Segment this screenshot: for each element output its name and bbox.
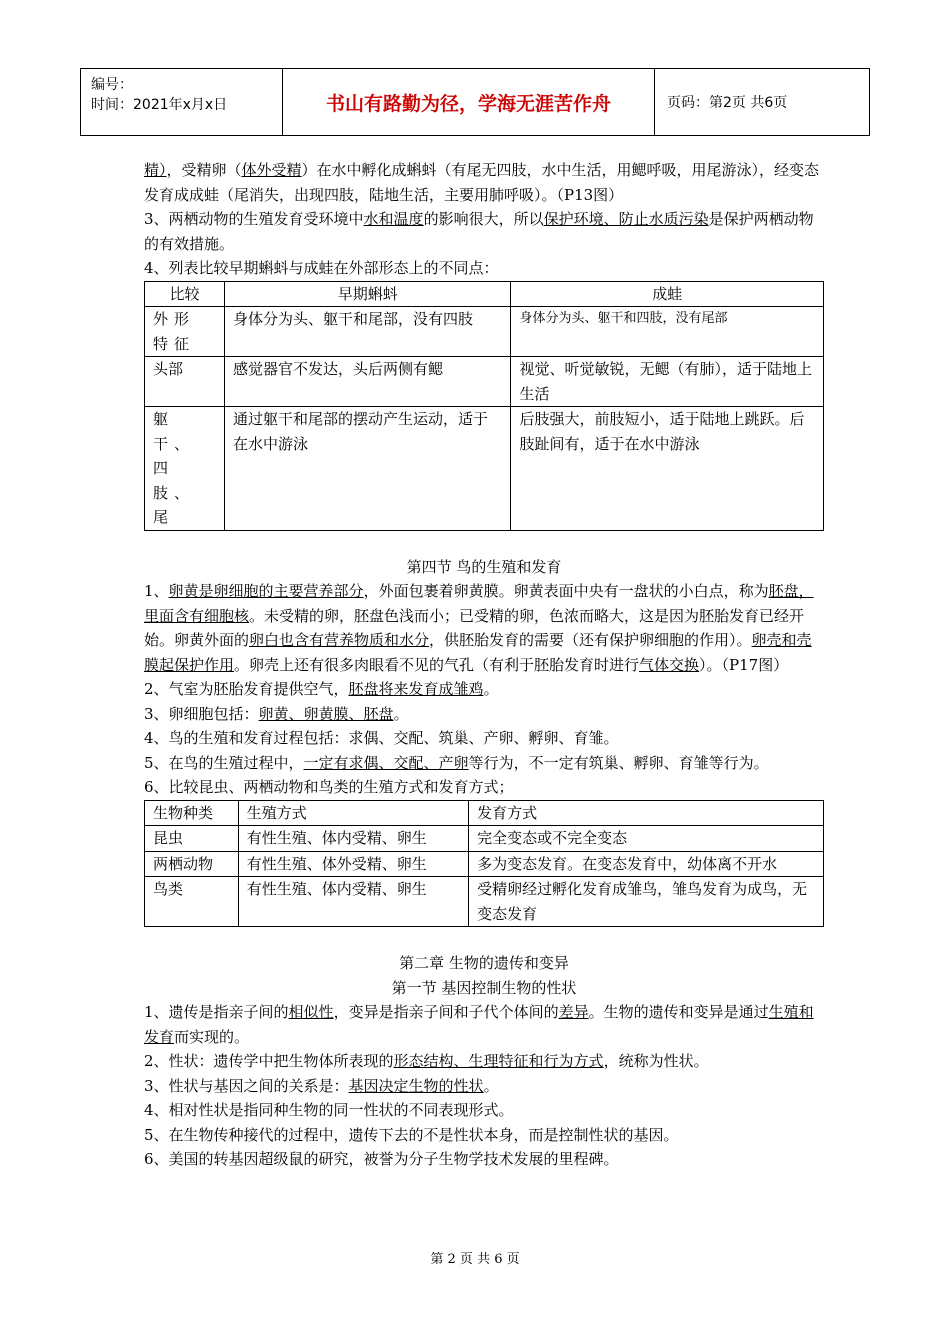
table-header-cell: 生殖方式 xyxy=(238,800,468,826)
header-meta xyxy=(81,69,283,135)
table-row xyxy=(145,851,824,877)
underlined-text: 一定有求偶、交配、产卵 xyxy=(303,753,469,772)
paragraph-frog-development: 精），受精卵（体外受精）在水中孵化成蝌蚪（有尾无四肢，水中生活，用鳃呼吸，用尾游泳），经变态发育成成蛙（尾消失，出现四肢，陆地生活，主要用肺呼吸）。（P13图） xyxy=(144,161,820,204)
table-cell: 身体分为头、躯干和四肢，没有尾部 xyxy=(511,307,824,357)
table-row xyxy=(145,877,824,927)
underlined-text: 卵黄是卵细胞的主要营养部分 xyxy=(168,582,364,600)
table-cell: 感觉器官不发达，头后两侧有鳃 xyxy=(224,357,511,407)
underlined-text: 卵黄、卵黄膜、胚盘 xyxy=(258,704,394,723)
underlined-text: 形态结构、生理特征和行为方式 xyxy=(393,1052,604,1070)
underlined-text: 生殖和发育 xyxy=(144,1003,814,1046)
header-page-label: 页码：第2页 共6页 xyxy=(667,95,788,111)
section-title: 第一节 基因控制生物的性状 xyxy=(391,978,577,997)
underlined-text: 差异 xyxy=(558,1003,589,1021)
underlined-text: 水和温度 xyxy=(363,210,424,228)
reproduction-comparison-table xyxy=(144,800,824,928)
underlined-text: 体外受精 xyxy=(241,161,302,179)
underlined-text: 基因决定生物的性状 xyxy=(348,1076,484,1095)
table-header-cell: 生物种类 xyxy=(145,800,239,826)
table-header-row xyxy=(145,800,824,826)
table-cell: 外形特征 xyxy=(145,307,225,357)
paragraph-item-3: 3、性状与基因之间的关系是：基因决定生物的性状。 xyxy=(144,1076,499,1095)
table-row xyxy=(145,826,824,852)
underlined-text: 保护环境、防止水质污染 xyxy=(543,210,709,228)
paragraph-item-4: 4、列表比较早期蝌蚪与成蛙在外部形态上的不同点： xyxy=(144,259,499,277)
table-cell: 两栖动物 xyxy=(145,851,239,877)
paragraph-item-6: 6、美国的转基因超级鼠的研究，被誉为分子生物学技术发展的里程碑。 xyxy=(144,1150,619,1168)
paragraph-item-5: 5、在生物传种接代的过程中，遗传下去的不是性状本身，而是控制性状的基因。 xyxy=(144,1125,679,1144)
paragraph-item-3: 3、两栖动物的生殖发育受环境中水和温度的影响很大，所以保护环境、防止水质污染是保护两栖动物的有效措施。 xyxy=(144,210,814,253)
table-row xyxy=(145,357,824,407)
table-header-cell: 比较 xyxy=(145,281,225,307)
tadpole-frog-comparison-table xyxy=(144,281,824,531)
underlined-text: 卵白也含有营养物质和水分 xyxy=(249,631,430,649)
document-body xyxy=(144,158,824,1172)
underlined-text: 气体交换 xyxy=(639,655,700,674)
underlined-text: 精） xyxy=(144,161,167,179)
doc-time-label: 时间：2021年x月x日 xyxy=(91,97,228,113)
table-cell: 有性生殖、体外受精、卵生 xyxy=(238,851,468,877)
underlined-text: 胚盘将来发育成雏鸡 xyxy=(348,680,484,698)
table-cell: 鸟类 xyxy=(145,877,239,927)
doc-number-label: 编号： xyxy=(91,77,133,93)
chapter-title: 第二章 生物的遗传和变异 xyxy=(399,954,569,972)
paragraph-item-3: 3、卵细胞包括：卵黄、卵黄膜、胚盘。 xyxy=(144,704,409,723)
paragraph-item-1: 1、遗传是指亲子间的相似性，变异是指亲子间和子代个体间的差异。生物的遗传和变异是通过生殖和发育而实现的。 xyxy=(144,1003,814,1046)
table-cell: 有性生殖、体内受精、卵生 xyxy=(238,826,468,852)
page-header xyxy=(80,68,870,136)
page-footer: 第 2 页 共 6 页 xyxy=(430,1252,520,1267)
table-cell: 身体分为头、躯干和尾部，没有四肢 xyxy=(224,307,511,357)
table-cell: 受精卵经过孵化发育成雏鸟，雏鸟发育为成鸟，无变态发育 xyxy=(469,877,824,927)
paragraph-item-4: 4、相对性状是指同种生物的同一性状的不同表现形式。 xyxy=(144,1101,514,1119)
paragraph-item-2: 2、性状：遗传学中把生物体所表现的形态结构、生理特征和行为方式，统称为性状。 xyxy=(144,1052,709,1070)
table-cell: 后肢强大，前肢短小，适于陆地上跳跃。后肢趾间有，适于在水中游泳 xyxy=(511,407,824,531)
table-cell: 多为变态发育。在变态发育中，幼体离不开水 xyxy=(469,851,824,877)
table-header-row xyxy=(145,281,824,307)
paragraph-item-4: 4、鸟的生殖和发育过程包括：求偶、交配、筑巢、产卵、孵卵、育雏。 xyxy=(144,729,619,747)
underlined-text: 卵壳和壳膜起保护作用 xyxy=(144,631,812,674)
table-cell: 有性生殖、体内受精、卵生 xyxy=(238,877,468,927)
underlined-text: 相似性 xyxy=(288,1003,334,1021)
table-row xyxy=(145,307,824,357)
table-cell: 躯干、四肢、尾 xyxy=(145,407,225,531)
table-cell: 完全变态或不完全变态 xyxy=(469,826,824,852)
table-cell: 视觉、听觉敏锐，无鳃（有肺），适于陆地上生活 xyxy=(511,357,824,407)
table-header-cell: 发育方式 xyxy=(469,800,824,826)
table-header-cell: 成蛙 xyxy=(511,281,824,307)
paragraph-item-1: 1、卵黄是卵细胞的主要营养部分，外面包裹着卵黄膜。卵黄表面中央有一盘状的小白点，称为胚盘，里面含有细胞核。未受精的卵，胚盘色浅而小；已受精的卵，色浓而略大，这是因为胚胎发育已经开始。卵黄外面的卵白也含有营养物质和水分，供胚胎发育的需要（还有保护卵细胞的作用）。卵壳和壳膜起保护作用。卵壳上还有很多肉眼看不见的气孔（有利于胚胎发育时进行气体交换）。（P17图） xyxy=(144,582,814,674)
table-row xyxy=(145,407,824,531)
section-title: 第四节 鸟的生殖和发育 xyxy=(406,557,562,576)
table-cell: 通过躯干和尾部的摆动产生运动，适于在水中游泳 xyxy=(224,407,511,531)
paragraph-item-2: 2、气室为胚胎发育提供空气，胚盘将来发育成雏鸡。 xyxy=(144,680,499,698)
paragraph-item-5: 5、在鸟的生殖过程中，一定有求偶、交配、产卵等行为，不一定有筑巢、孵卵、育雏等行为。 xyxy=(144,753,769,772)
header-motto: 书山有路勤为径，学海无涯苦作舟 xyxy=(283,69,655,135)
underlined-text: 胚盘，里面含有细胞核 xyxy=(144,582,814,625)
table-cell: 头部 xyxy=(145,357,225,407)
table-cell: 昆虫 xyxy=(145,826,239,852)
paragraph-item-6: 6、比较昆虫、两栖动物和鸟类的生殖方式和发育方式； xyxy=(144,778,514,796)
table-header-cell: 早期蝌蚪 xyxy=(224,281,511,307)
